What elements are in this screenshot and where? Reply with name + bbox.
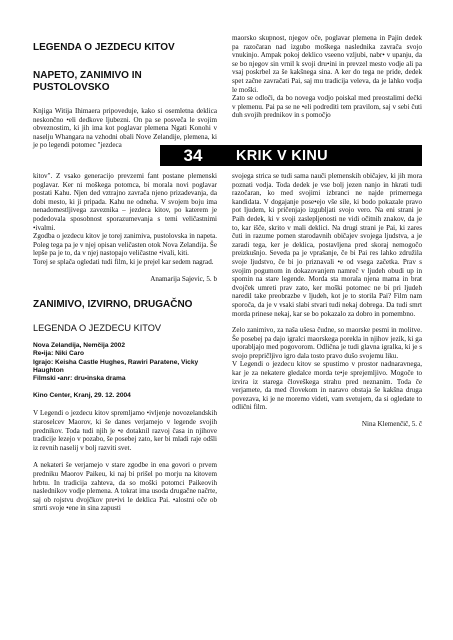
paragraph: V Legendi o jezdecu kitov se spustimo v prostor nadnaravnega, kar je za nekatere gledalce morda te•je sprejemljivo. Mogoče to izvira iz starega človeškega strahu pred neznanim. Toda če verjamete, da med človekom in naravo obstaja še kakšna druga povezava, ki je ne moremo videti, vam svetujem, da si ogledate to odlični film. [232, 360, 422, 412]
top-left-block [33, 42, 217, 150]
article-heading: ZANIMIVO, IZVIRNO, DRUGAČNO [33, 299, 193, 311]
page-number: 34 [183, 145, 203, 165]
credit-line: Nova Zelandija, Nemčija 2002 [33, 342, 125, 350]
article-subheading: NAPETO, ZANIMIVO IN PUSTOLOVSKO [33, 70, 142, 93]
paragraph: Torej se splača ogledati tudi film, ki je prejel kar sedem nagrad. [33, 257, 214, 266]
page-banner [160, 145, 422, 166]
author-signature: Nina Klemenčič, 5. č [361, 420, 422, 429]
intro-paragraph: Knjiga Witija Ihimaera pripoveduje, kako si osemletna deklica neskončno •eli dedkove ljubezni. On pa se posveča le svojim obveznostim, ki jih ima kot poglavar plemena Ngati Konohi v naselju Whangara na vzhodni obali Nove Zelandije, plemena, ki je po legendi potomec "jezdeca [33, 107, 217, 150]
section-title: KRIK V KINU [236, 147, 328, 164]
paragraph: svojega strica se tudi sama nauči plemenskih običajev, ki jih mora poznati vodja. Toda dedek je vse bolj jezen nanjo in hkrati tudi razočaran, ko med svojimi izbranci ne najde primernega kandidata. V dogajanje pose•ejo vše sile, ki bodo pokazale pravo pot ljudem, ki pričenjajo izgubljati svojo vero. Na eni strani je Paih dedek, ki v svoji zaslepljenosti ne vidi očitnih znakov, da je to, kar išče, skrito v mali deklici. Na drugi strani je Pai, ki zares čuti in razume pomen starodavnih običajev svojega ljudstva, a je zaradi tega, ker je deklica, postavljena pred skoraj nemogočo preizkušnjo. Seveda pa je vprašanje, če bi Pai res lahko združila svoje ljudstvo, če bi jo priznavali •e od vsega začetka. Prav s svojim pogumom in dokazovanjem namreč v ljudeh obudi up in spomin na stare legende. Morda sta morala njena mama in brat dvojček umreti prav zato, ker moški potomec ne bi pri ljudeh naredil take preobrazbe v ljudeh, kot je to storila Pai? Film nam sporoča, da je v vsaki slabi stvari tudi nekaj dobrega. Da tudi smrt morda prinese nekaj, kar se bo pokazalo za dobro in pomembno. [232, 172, 422, 318]
paragraph: Zgodba o jezdecu kitov je torej zanimiva, pustolovska in napeta. Poleg tega pa je v njej opisan veličasten otok Nova Zelandija. Še lepše pa je to, da v njej nastopajo veličastne •ivali, kiti. [33, 232, 217, 258]
credit-line: Kino Center, Kranj, 29. 12. 2004 [33, 392, 131, 400]
credit-line: Re•ija: Niki Caro [33, 350, 85, 358]
paragraph: kitov". Z vsako generacijo prevzemi fant postane plemenski poglavar. Ker ni moškega potomca, bi morala novi poglavar postati Kahu. Njen ded vztrajno zavrača njeno prizadevanja, da dobi mesto, ki ji pripada. Kahu ne odneha. V svojem boju ima nenadomestljivega zaveznika – jezdeca kitov, po katerem je podedovala sposobnost sporazumevanja s temi veličastnimi •ivalmi. [33, 172, 217, 232]
paragraph: Zato se odloči, da bo novega vodjo poiskal med preostalimi dečki v plemenu. Pai pa se ne •eli podrediti tem pravilom, saj v sebi čuti duh svojih prednikov in s pomočjo [232, 94, 422, 120]
article-heading: LEGENDA O JEZDECU KITOV [33, 42, 175, 53]
author-signature: Anamarija Sajevic, 5. b [150, 274, 217, 283]
paragraph: V Legendi o jezdecu kitov spremljamo •ivljenje novozelandskih staroselcev Maorov, ki še danes verjamejo v legende svojih prednikov. Toda tudi njih je •e dotaknil razvoj časa in njihove tradicije lezejo v pozabo, še posebej zato, ker bi mladi raje odšli iz revnih naselij v bolj razviti svet. [33, 409, 217, 452]
left-column [33, 172, 217, 513]
credit-line: Filmski •anr: dru•inska drama [33, 374, 126, 382]
article-subheading: LEGENDA O JEZDECU KITOV [33, 323, 161, 334]
credit-line: Igrajo: Keisha Castle Hughes, Rawiri Paratene, Vicky Haughton [33, 358, 199, 374]
paragraph: maorsko skupnost, njegov oče, poglavar plemena in Pajin dedek pa razočaran nad izgubo moškega naslednika zavrača svojo vnukinjo. Ampak pokoj deklico vseeno vzljubi, nabr• v upanju, da se bo njegov sin vrnil k svoji dru•ini in prevzel mesto vodje ali pa vsaj poskrbel za še kakšnega sina. A ker do tega ne pride, dedek spet začne zavračati Pai, saj mu tradicija veleva, da je lahko vodja le moški. [232, 34, 422, 94]
film-credits [33, 342, 217, 400]
paragraph: A nekateri še verjamejo v stare zgodbe in ena govori o prvem predniku Maorov Paikeu, ki naj bi prišel po morju na kitovem hrbtu. In tradicija zahteva, da so moški potomci Paikeovih naslednikov vodje plemena. A tokrat ima usoda drugačne načrte, saj ob rojstvu dvojčkov pre•ivi le deklica Pai. •alostni oče ob smrti svoje •ene in sina zapusti [33, 461, 217, 513]
top-right-block [232, 34, 422, 120]
right-column [232, 172, 422, 429]
paragraph: Zelo zanimivo, za naša ušesa čudne, so maorske pesmi in molitve. Še posebej pa dajo igralci maorskega porekla in njihov jezik, ki ga uporabljajo med pogovorom. Odlična je tudi glavna igralka, ki je s svojo prepričljivo igro dala tosto pravo dušo svojemu liku. [232, 326, 422, 360]
